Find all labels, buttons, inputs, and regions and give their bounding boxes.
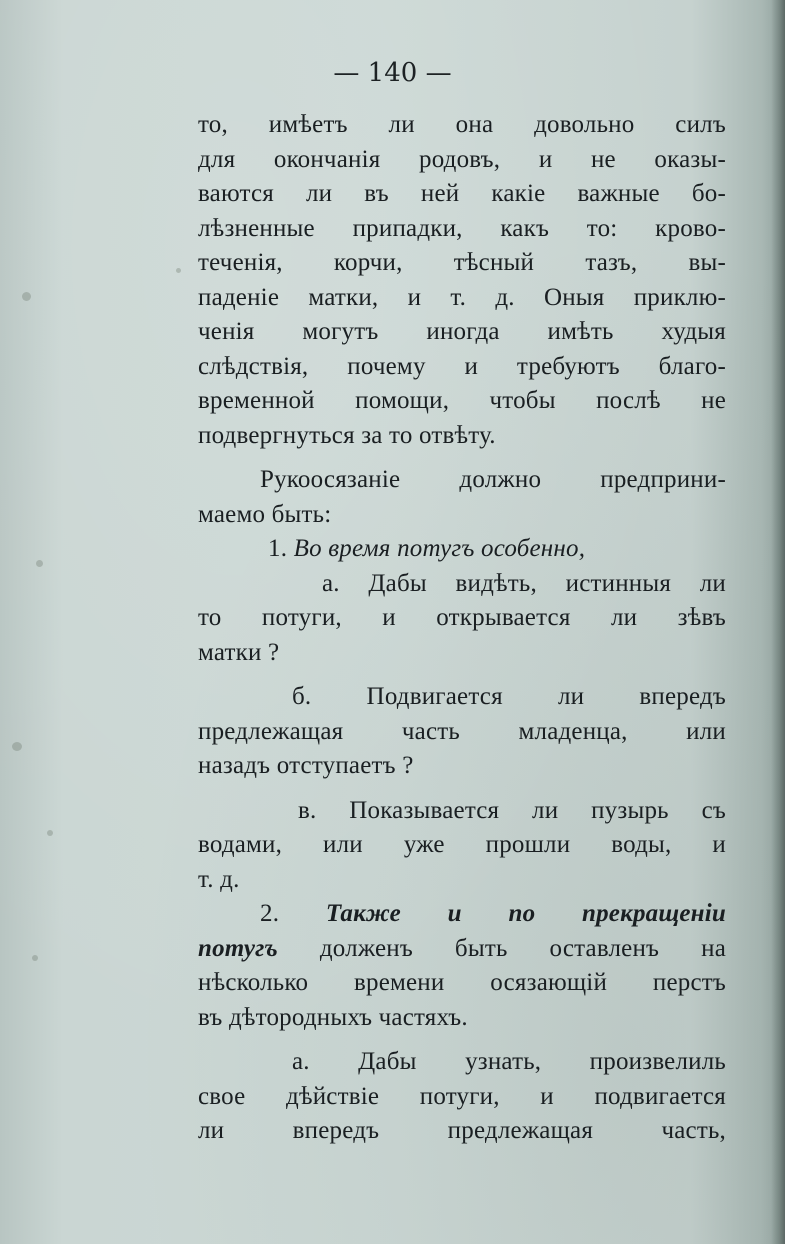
page-spine-shadow: [771, 0, 785, 1244]
page-number: — 140 —: [333, 58, 452, 88]
text-line: то, имѣетъ ли она довольно силъ: [198, 111, 726, 138]
subitem-line: б. Подвигается ли впередъ: [292, 683, 726, 710]
text-line: нѣсколько времени осязающій перстъ: [198, 969, 726, 996]
subitem-line: а. Дабы видѣть, истинныя ли: [322, 569, 726, 597]
paragraph-line: Рукоосязаніе должно предприни-: [260, 466, 726, 493]
paper-speck: [47, 830, 53, 836]
item-number: 1.: [268, 535, 288, 562]
text-line: подвергнуться за то отвѣту.: [198, 421, 496, 449]
text-line: временной помощи, чтобы послѣ не: [198, 387, 726, 414]
paper-speck: [22, 292, 31, 301]
item-2-heading: [198, 897, 726, 932]
subitem-line: т. д.: [198, 865, 240, 893]
item-2-line: [198, 932, 726, 967]
text-line: для окончанія родовъ, и не оказы-: [198, 145, 726, 173]
paragraph-line: маемо быть:: [198, 500, 332, 528]
item-heading-text: Во время потугъ особенно,: [293, 535, 586, 562]
text-line: ваются ли въ ней какіе важные бо-: [198, 180, 726, 207]
text-line: паденіе матки, и т. д. Оныя приклю-: [198, 283, 726, 311]
paper-speck: [176, 268, 181, 273]
subitem-line: матки ?: [198, 638, 280, 666]
subitem-line: назадъ отступаетъ ?: [198, 752, 414, 779]
item-number: 2.: [260, 900, 280, 927]
item-text: долженъ быть оставленъ на: [319, 934, 726, 962]
page-body: [198, 108, 726, 1149]
item-heading-text: потугъ: [198, 934, 278, 962]
subitem-line: в. Показывается ли пузырь съ: [298, 796, 726, 824]
text-line: ченія могутъ иногда имѣть худыя: [198, 318, 726, 345]
paper-speck: [32, 955, 38, 961]
subitem-line: то потуги, и открывается ли зѣвъ: [198, 604, 726, 631]
text-line: въ дѣтородныхъ частяхъ.: [198, 1003, 468, 1031]
text-line: теченія, корчи, тѣсный тазъ, вы-: [198, 249, 726, 276]
subitem-line: а. Дабы узнать, произвелиль: [292, 1048, 726, 1075]
subitem-line: водами, или уже прошли воды, и: [198, 831, 726, 858]
text-line: лѣзненные припадки, какъ то: крово-: [198, 214, 726, 242]
paper-speck: [36, 560, 43, 567]
paper-speck: [12, 742, 22, 751]
text-line: слѣдствія, почему и требуютъ благо-: [198, 352, 726, 380]
subitem-line: свое дѣйствіе потуги, и подвигается: [198, 1082, 726, 1110]
item-heading-text: Также и по прекращеніи: [325, 900, 726, 927]
subitem-line: предлежащая часть младенца, или: [198, 717, 726, 745]
subitem-line: ли впередъ предлежащая часть,: [198, 1117, 726, 1144]
item-1-heading: [198, 532, 726, 567]
